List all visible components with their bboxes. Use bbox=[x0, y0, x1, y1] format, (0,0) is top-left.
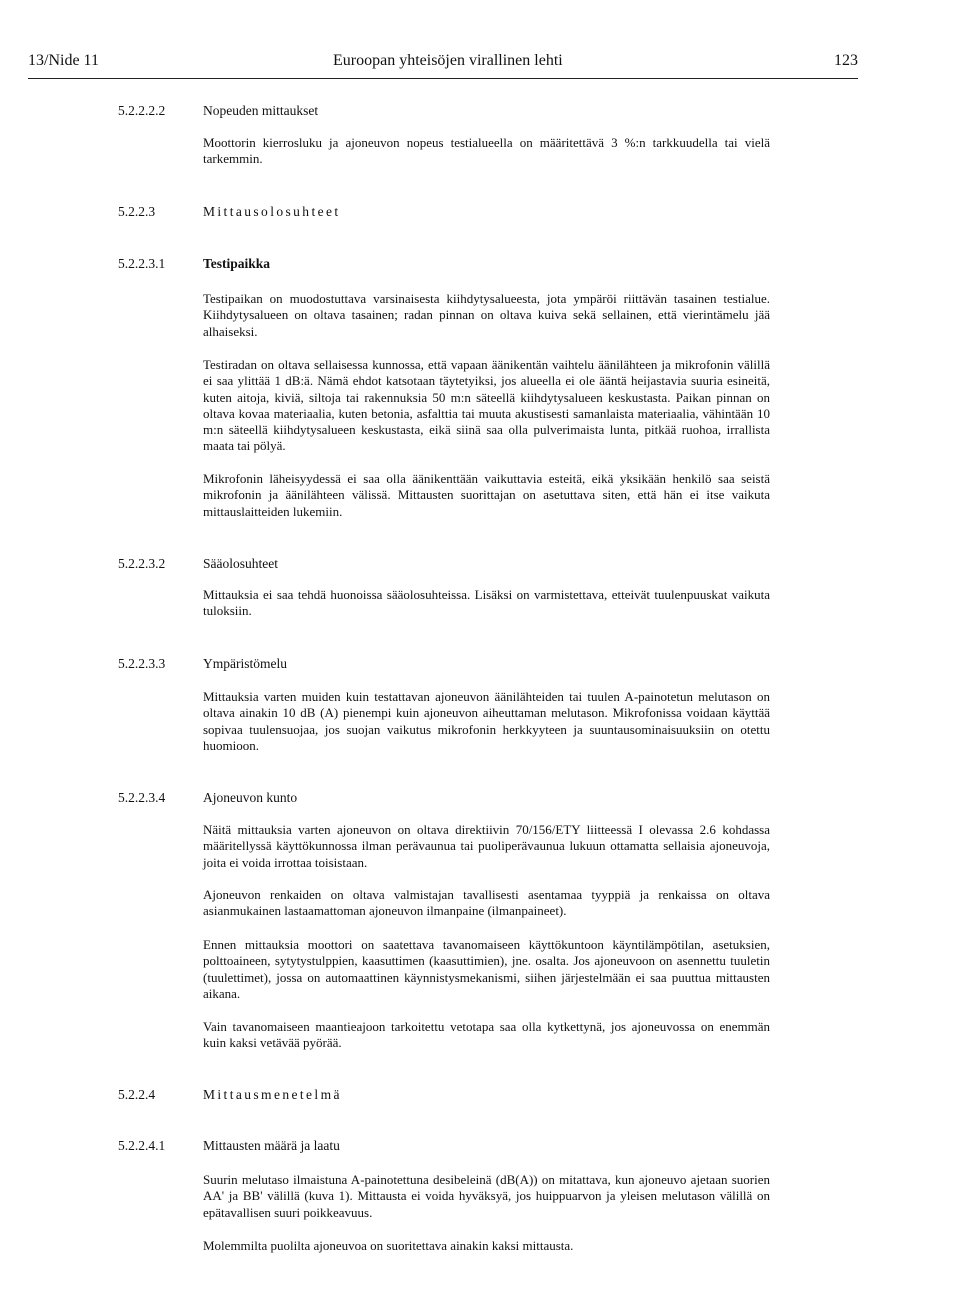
section-number: 5.2.2.3.1 bbox=[118, 256, 166, 271]
section-number: 5.2.2.3.3 bbox=[118, 656, 166, 671]
paragraph: Vain tavanomaiseen maantieajoon tarkoitettu vetotapa saa olla kytkettynä, jos ajoneuvossa on enemmän kuin kaksi vetävää pyörää. bbox=[203, 1019, 770, 1051]
header-volume: 13/Nide 11 bbox=[28, 52, 99, 69]
section-title: Testipaikka bbox=[203, 256, 271, 271]
section-number: 5.2.2.3.2 bbox=[118, 556, 166, 571]
paragraph: Ajoneuvon renkaiden on oltava valmistajan tavallisesti asentamaa tyyppiä ja renkaissa on oltava asianmukainen lastaamattoman ajoneuvon ilmanpaine (ilmanpaineet). bbox=[203, 887, 770, 919]
section-title: Mittausolosuhteet bbox=[203, 204, 341, 219]
header-page-number: 123 bbox=[834, 52, 858, 69]
section-number: 5.2.2.3.4 bbox=[118, 790, 166, 805]
section-title: Ajoneuvon kunto bbox=[203, 790, 298, 805]
header-rule bbox=[28, 78, 858, 79]
paragraph: Näitä mittauksia varten ajoneuvon on oltava direktiivin 70/156/ETY liitteessä I olevassa 2.6 kohdassa määritellyssä käyttökunnossa ilman perävaunua tai puoliperävaunua lukuun ottamatta sellaisia ajoneuvoja, joita ei voida irrottaa toisistaan. bbox=[203, 822, 770, 870]
header-publication: Euroopan yhteisöjen virallinen lehti bbox=[333, 52, 563, 69]
section-title: Nopeuden mittaukset bbox=[203, 103, 319, 118]
section-number: 5.2.2.4.1 bbox=[118, 1138, 166, 1153]
paragraph: Moottorin kierrosluku ja ajoneuvon nopeus testialueella on määritettävä 3 %:n tarkkuudella tai vielä tarkemmin. bbox=[203, 135, 770, 167]
section-title: Mittausten määrä ja laatu bbox=[203, 1138, 340, 1153]
section-title: Sääolosuhteet bbox=[203, 556, 278, 571]
paragraph: Mittauksia ei saa tehdä huonoissa sääolosuhteissa. Lisäksi on varmistettava, etteivät tuulenpuuskat vaikuta tuloksiin. bbox=[203, 587, 770, 619]
paragraph: Testiradan on oltava sellaisessa kunnossa, että vapaan äänikentän vaihtelu äänilähteen ja mikrofonin välillä ei saa ylittää 1 dB:ä. Nämä ehdot katsotaan täytetyiksi, jos alueella ei ole ääntä heijastavia suuria esineitä, kuten aitoja, kiviä, siltoja tai rakennuksia 50 m:n säteellä kiihdytysalueen keskustasta. Paikan pinnan on oltava kovaa materiaalia, kuten betonia, asfalttia tai muuta akustisesti samanlaista materiaalia, vähintään 10 m:n säteellä kiihdytysalueen keskustasta, eikä siinä saa olla pulverimaista lunta, pitkää ruohoa, irrallista maata tai pölyä. bbox=[203, 357, 770, 454]
section-number: 5.2.2.3 bbox=[118, 204, 156, 219]
section-title: Mittausmenetelmä bbox=[203, 1087, 342, 1102]
paragraph: Testipaikan on muodostuttava varsinaisesta kiihdytysalueesta, jota ympäröi riittävän tasainen testialue. Kiihdytysalueen on oltava tasainen; radan pinnan on oltava kuiva sekä sellainen, että vierintämelu jää alhaiseksi. bbox=[203, 291, 770, 339]
section-title: Ympäristömelu bbox=[203, 656, 287, 671]
paragraph: Molemmilta puolilta ajoneuvoa on suoritettava ainakin kaksi mittausta. bbox=[203, 1238, 574, 1253]
paragraph: Mittauksia varten muiden kuin testattavan ajoneuvon äänilähteiden tai tuulen A-painotetun melutason on oltava ainakin 10 dB (A) pienempi kuin ajoneuvon aiheuttaman melutason. Mikrofonissa voidaan käyttää sopivaa tuulensuojaa, jos suojan vaikutus mikrofonin herkkyyteen ja suuntausominaisuuksiin on otettu huomioon. bbox=[203, 689, 770, 753]
paragraph: Suurin melutaso ilmaistuna A-painotettuna desibeleinä (dB(A)) on mitattava, kun ajoneuvo ajetaan suorien AA' ja BB' välillä (kuva 1). Mittausta ei voida hyväksyä, jos huippuarvon ja yleisen melutason välillä on epätavallisen suuri poikkeavuus. bbox=[203, 1172, 770, 1220]
section-number: 5.2.2.2.2 bbox=[118, 103, 166, 118]
page-header bbox=[28, 52, 858, 78]
paragraph: Ennen mittauksia moottori on saatettava tavanomaiseen käyttökuntoon käyntilämpötilan, asetuksien, polttoaineen, sytytystulppien, kaasuttimen (kaasuttimien), jne. osalta. Jos ajoneuvoon on asennettu tuuletin (tuulettimet), jossa on automaattinen käynnistysmekanismi, siihen järjestelmään ei saa puuttua mittausten aikana. bbox=[203, 937, 770, 1001]
paragraph: Mikrofonin läheisyydessä ei saa olla äänikenttään vaikuttavia esteitä, eikä yksikään henkilö saa seistä mikrofonin ja äänilähteen välissä. Mittausten suorittajan on asetuttava siten, että hän ei itse vaikuta mittauslaitteiden lukemiin. bbox=[203, 471, 770, 519]
section-number: 5.2.2.4 bbox=[118, 1087, 156, 1102]
